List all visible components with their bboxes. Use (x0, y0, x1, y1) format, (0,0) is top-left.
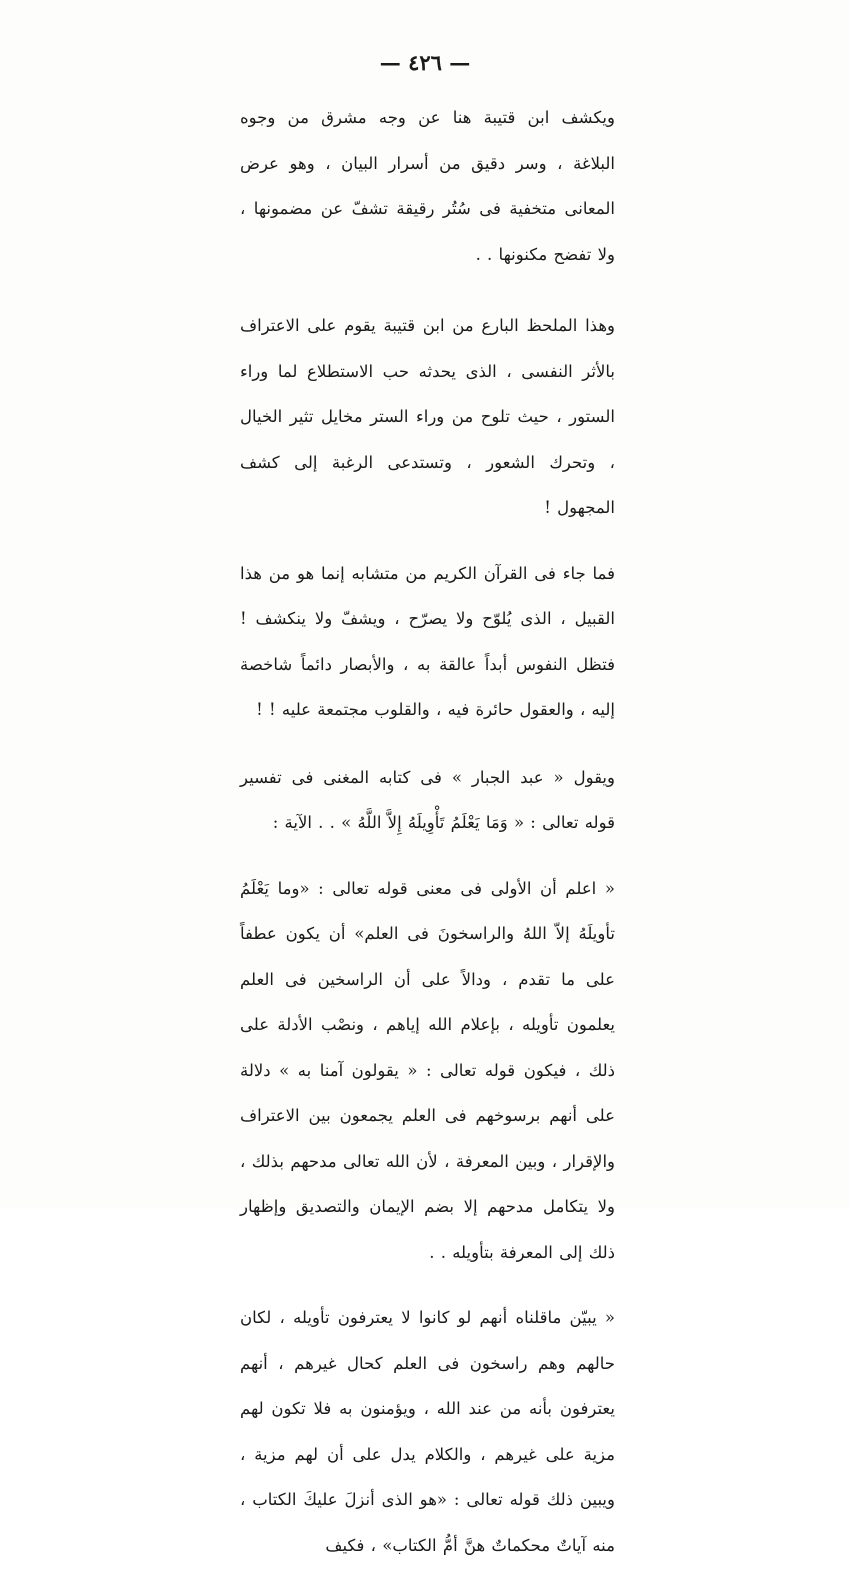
page-number: — ٤٢٦ — (379, 50, 471, 75)
paragraph: ويكشف ابن قتيبة هنا عن وجه مشرق من وجوه البلاغة ، وسر دقيق من أسرار البيان ، وهو عرض المعانى متخفية فى سُتُر رقيقة تشفّ عن مضمونها ، ولا تفضح مكنونها . . (240, 108, 615, 264)
paragraph: فما جاء فى القرآن الكريم من متشابه إنما هو من هذا القبيل ، الذى يُلوّح ولا يصرّح ، ويشفّ ولا ينكشف ! فتظل النفوس أبداً عالقة به ، والأبصار دائماً شاخصة إليه ، والعقول حائرة فيه ، والقلوب مجتمعة عليه ! ! (240, 563, 615, 719)
paragraph: ويقول « عبد الجبار » فى كتابه المغنى فى تفسير قوله تعالى : « وَمَا يَعْلَمُ تَأْوِيلَهُ إِلاَّ اللَّهُ » . . الآية : (240, 767, 615, 832)
paragraph: وهذا الملحظ البارع من ابن قتيبة يقوم على الاعتراف بالأثر النفسى ، الذى يحدثه حب الاستطلاع لما وراء الستور ، حيث تلوح من وراء الستر مخايل تثير الخيال ، وتحرك الشعور ، وتستدعى الرغبة إلى كشف المجهول ! (240, 316, 615, 517)
body-text (240, 95, 615, 1590)
quotation-paragraph: « اعلم أن الأولى فى معنى قوله تعالى : «وما يَعْلَمُ تأويلَهُ إلاّ اللهُ والراسخونَ فى العلم» أن يكون عطفاً على ما تقدم ، ودالاً على أن الراسخين فى العلم يعلمون تأويله ، بإعلام الله إياهم ، ونصْب الأدلة على ذلك ، فيكون قوله تعالى : « يقولون آمنا به » دلالة على أنهم برسوخهم فى العلم يجمعون بين الاعتراف والإقرار ، وبين المعرفة ، لأن الله تعالى مدحهم بذلك ، ولا يتكامل مدحهم إلا بضم الإيمان والتصديق وإظهار ذلك إلى المعرفة بتأويله . . (240, 878, 615, 1262)
quotation-paragraph: « يبيّن ماقلناه أنهم لو كانوا لا يعترفون تأويله ، لكان حالهم وهم راسخون فى العلم كحال غيرهم ، أنهم يعترفون بأنه من عند الله ، ويؤمنون به فلا تكون لهم مزية على غيرهم ، والكلام يدل على أن لهم مزية ، ويبين ذلك قوله تعالى : «هو الذى أنزلَ عليكَ الكتاب ، منه آياتٌ محكماتٌ هنَّ أمُّ الكتاب» ، فكيف (240, 1308, 615, 1555)
